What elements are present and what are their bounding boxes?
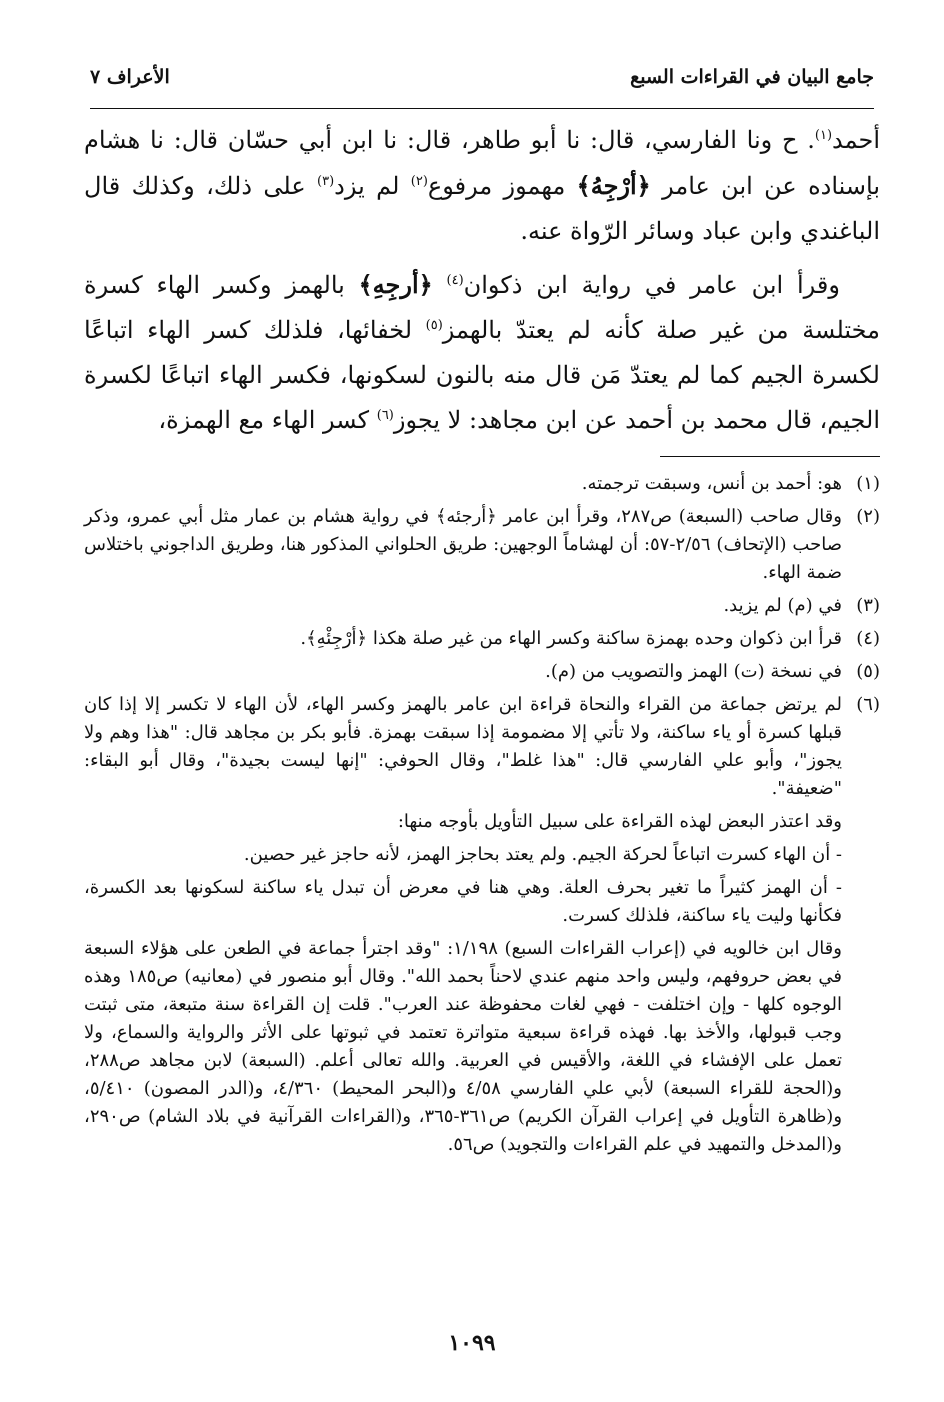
page-header <box>90 58 874 109</box>
text-run: لخفائها، فلذلك كسر الهاء اتباعًا لكسرة الجيم كما لم يعتدّ مَن قال منه بالنون لسكونها، فكسر الهاء اتباعًا لكسرة الجيم، قال محمد بن أحمد عن ابن مجاهد: لا يجوز <box>84 316 880 434</box>
main-text <box>84 118 880 443</box>
footnote-continuation: - أن الهمز كثيراً ما تغير بحرف العلة. وهي هنا في معرض أن تبدل ياء ساكنة لسكونها بعد الكسرة، فكأنها وليت ياء ساكنة، فلذلك كسرت. <box>84 877 842 926</box>
text-run: لم يزد <box>334 172 411 200</box>
footnote-5 <box>84 658 880 686</box>
text-run: أحمد <box>832 126 880 154</box>
footnote-2 <box>84 503 880 587</box>
footnote-separator <box>660 456 880 457</box>
main-paragraph-2 <box>84 262 880 443</box>
main-paragraph-1 <box>84 118 880 254</box>
footnote-number: (٣) <box>856 595 880 616</box>
footnote-4 <box>84 625 880 653</box>
footnote-6 <box>84 691 880 803</box>
text-run: مهموز مرفوع <box>427 172 577 200</box>
footnote-text: وقال صاحب (السبعة) ص٢٨٧، وقرأ ابن عامر ﴿أرجئه﴾ في رواية هشام بن عمار مثل أبي عمرو، وذكر صاحب (الإتحاف) ٢/٥٦-٥٧: أن لهشاماً الوجهين: طريق الحلواني المذكور هنا، وطريق الداجوني باختلاس ضمة الهاء. <box>84 506 842 583</box>
footnotes <box>84 470 880 1164</box>
text-run: على ذلك، وكذلك قال الباغندي وابن عباد وسائر الرّواة عنه. <box>84 172 880 245</box>
footnote-ref-4: (٤) <box>446 273 464 288</box>
footnote-number: (٦) <box>856 694 880 715</box>
quran-word: ﴿أرْجِهُ﴾ <box>576 171 651 200</box>
quran-word: ﴿أرجِهِ﴾ <box>358 270 433 299</box>
text-run: بالهمز وكسر الهاء كسرة مختلسة من غير صلة كأنه لم يعتدّ بالهمز <box>84 271 881 344</box>
section-label: الأعراف ٧ <box>90 66 170 88</box>
running-title: جامع البيان في القراءات السبع <box>630 66 874 88</box>
footnote-ref-3: (٣) <box>317 174 335 189</box>
footnote-number: (١) <box>856 473 880 494</box>
footnote-number: (٥) <box>856 661 880 682</box>
text-run: كسر الهاء مع الهمزة، <box>158 406 377 434</box>
footnote-number: (٢) <box>856 506 880 527</box>
footnote-1 <box>84 470 880 498</box>
footnote-ref-2: (٢) <box>410 174 428 189</box>
footnote-text: هو: أحمد بن أنس، وسبقت ترجمته. <box>581 473 842 494</box>
footnote-3 <box>84 592 880 620</box>
footnote-ref-6: (٦) <box>376 408 394 423</box>
footnote-ref-1: (١) <box>814 128 833 143</box>
footnote-continuation: وقد اعتذر البعض لهذه القراءة على سبيل التأويل بأوجه منها: <box>397 811 842 832</box>
text-run: وقرأ ابن عامر في رواية ابن ذكوان <box>463 271 840 299</box>
footnote-number: (٤) <box>856 628 880 649</box>
footnote-continuation: - أن الهاء كسرت اتباعاً لحركة الجيم. ولم يعتد بحاجز الهمز، لأنه حاجز غير حصين. <box>243 844 842 865</box>
footnote-ref-5: (٥) <box>425 318 443 333</box>
footnote-text: في (م) لم يزيد. <box>723 595 842 616</box>
footnote-continuation: وقال ابن خالويه في (إعراب القراءات السبع) ١/١٩٨: "وقد اجترأ جماعة في الطعن على هؤلاء السبعة في بعض حروفهم، وليس واحد منهم عندي لاحناً بحمد الله". وقال أبو منصور في (معانيه) ص١٨٥ وهذه الوجوه كلها - وإن اختلفت - فهي لغات محفوظة عند العرب". قلت إن القراءة سنة متبعة، متى ثبتت وجب قبولها، والأخذ بها. فهذه قراءة سبعية متواترة تعتمد في ثبوتها على الأثر والرواية والسماع، ولا تعمل على الإفشاء في اللغة، والأقيس في العربية. والله تعالى أعلم. (السبعة) لابن مجاهد ص٢٨٨، و(الحجة للقراء السبعة) لأبي علي الفارسي ٤/٥٨ و(البحر المحيط) ٤/٣٦٠، و(الدر المصون) ٥/٤١٠، و(ظاهرة التأويل في إعراب القرآن الكريم) ص٣٦١-٣٦٥، و(القراءات القرآنية في بلاد الشام) ص٢٩٠، و(المدخل والتمهيد في علم القراءات والتجويد) ص٥٦. <box>84 938 843 1155</box>
text-run: . ح ونا الفارسي، قال: نا أبو طاهر، قال: نا ابن أبي حسّان قال: نا هشام بإسناده عن ابن عامر <box>84 126 880 200</box>
footnote-text: قرأ ابن ذكوان وحده بهمزة ساكنة وكسر الهاء من غير صلة هكذا ﴿أرْجِئْهِ﴾. <box>300 628 842 649</box>
footnote-text: لم يرتض جماعة من القراء والنحاة قراءة ابن عامر بالهمز وكسر الهاء، لأن الهاء لا تكسر إلا إذا كان قبلها كسرة أو ياء ساكنة، ولا تأتي إلا مضمومة إذا سبقت بهمزة. فأبو بكر بن مجاهد قال: "هذا وهم ولا يجوز"، وأبو علي الفارسي قال: "هذا غلط"، وقال الحوفي: "إنها ليست بجيدة"، وقال أبو البقاء: "ضعيفة". <box>84 694 842 799</box>
footnote-text: في نسخة (ت) الهمز والتصويب من (م). <box>545 661 842 682</box>
page-number: ١٠٩٩ <box>448 1330 496 1356</box>
